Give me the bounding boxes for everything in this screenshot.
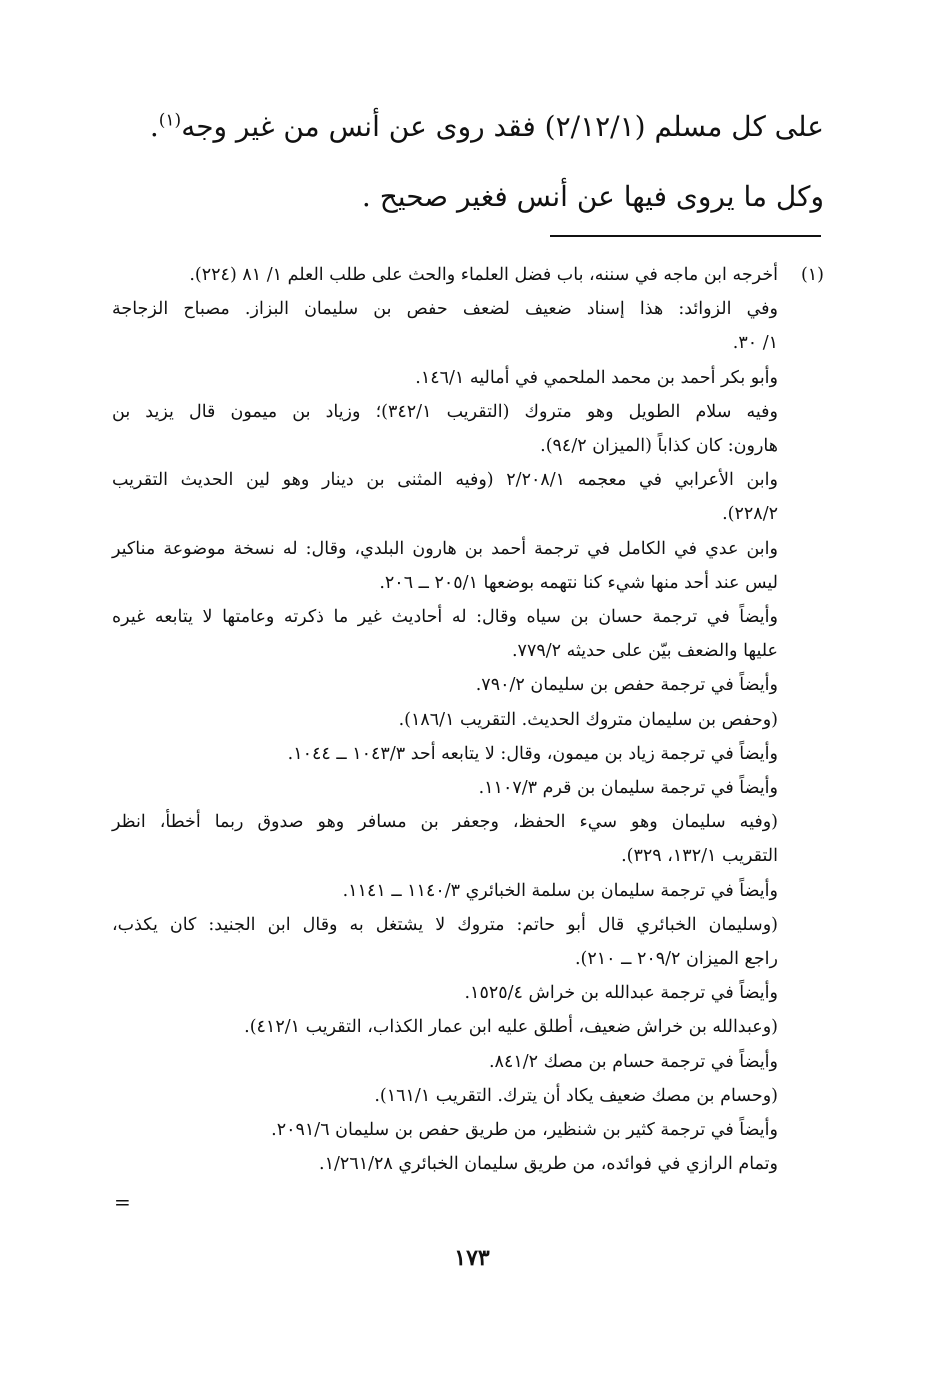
footnote-line: وأيضاً في ترجمة كثير بن شنظير، من طريق حفص بن سليمان ٢٠٩١/٦. <box>271 1120 778 1141</box>
main-line <box>110 92 824 162</box>
footnote-line: ٢٢٨/٢). <box>722 504 778 525</box>
footnote-line: وابن الأعرابي في معجمه ٢/٢٠٨/١ (وفيه المثنى بن دينار وهو لين الحديث التقريب <box>112 470 778 491</box>
footnote-line: وابن عدي في الكامل في ترجمة أحمد بن هارون البلدي، وقال: له نسخة موضوعة مناكير <box>112 538 778 559</box>
footnote-line: (وحفص بن سليمان متروك الحديث. التقريب ١٨٦/١). <box>398 709 778 730</box>
footnote-line: وأبو بكر أحمد بن محمد الملحمي في أماليه ١٤٦/١. <box>415 367 778 388</box>
page-number: ١٧٣ <box>454 1245 490 1271</box>
footnote-line: ١/ ٣٠. <box>732 333 778 354</box>
footnote-separator <box>550 235 821 237</box>
footnote-reference: (١) <box>158 110 182 131</box>
footnote-line: وأيضاً في ترجمة حسان بن سياه وقال: له أحاديث غير ما ذكرته وعامتها لا يتابعه غيره <box>112 607 778 628</box>
footnote-line: عليها والضعف بيّن على حديثه ٧٧٩/٢. <box>511 641 778 662</box>
footnote-line: وفي الزوائد: هذا إسناد ضعيف لضعف حفص بن سليمان البزاز. مصباح الزجاجة <box>112 299 778 320</box>
footnote-line: وأيضاً في ترجمة حسام بن مصك ٨٤١/٢. <box>488 1051 778 1072</box>
footnote-line: (وفيه سليمان وهو سيء الحفظ، وجعفر بن مسافر وهو صدوق ربما أخطأ، انظر <box>112 812 778 833</box>
main-line-text: على كل مسلم (٢/١٢/١) فقد روى عن أنس من غير وجه <box>181 110 824 143</box>
footnote-line: وأيضاً في ترجمة سليمان بن سلمة الخبائري ١١٤٠/٣ ــ ١١٤١. <box>342 880 778 901</box>
main-text <box>110 92 824 232</box>
footnote-line: راجع الميزان ٢٠٩/٢ ــ ٢١٠). <box>574 949 778 970</box>
footnote-line: (وسليمان الخبائري قال أبو حاتم: متروك لا يشتغل به وقال ابن الجنيد: كان يكذب، <box>112 914 778 935</box>
footnote-number: (١) <box>800 265 824 285</box>
main-line-end: . <box>149 110 159 143</box>
footnote-line: ليس عند أحد منها شيء كنا نتهمه بوضعها ٢٠٥/١ ــ ٢٠٦. <box>379 572 778 593</box>
footnote-line: التقريب ١٣٢/١، ٣٢٩). <box>621 846 778 867</box>
footnote-line: وأيضاً في ترجمة سليمان بن قرم ١١٠٧/٣. <box>478 778 778 799</box>
footnote-line: وفيه سلام الطويل وهو متروك (التقريب ٣٤٢/١)؛ وزياد بن ميمون قال يزيد بن <box>112 401 778 422</box>
footnote-line: وأيضاً في ترجمة حفص بن سليمان ٧٩٠/٢. <box>475 675 778 696</box>
footnote-line: وتمام الرازي في فوائده، من طريق سليمان الخبائري ١/٢٦١/٢٨. <box>319 1154 778 1175</box>
continuation-mark: = <box>114 1190 131 1214</box>
footnote-line: أخرجه ابن ماجه في سننه، باب فضل العلماء والحث على طلب العلم ١/ ٨١ (٢٢٤). <box>189 265 778 285</box>
footnote-line: هارون: كان كذاباً (الميزان ٩٤/٢). <box>540 436 778 457</box>
main-line: وكل ما يروى فيها عن أنس فغير صحيح . <box>361 180 824 213</box>
footnote-line: (وعبدالله بن خراش ضعيف، أطلق عليه ابن عمار الكذاب، التقريب ٤١٢/١). <box>244 1017 778 1038</box>
footnote-line: وأيضاً في ترجمة زياد بن ميمون، وقال: لا يتابعه أحد ١٠٤٣/٣ ــ ١٠٤٤. <box>287 743 778 764</box>
footnote-line: وأيضاً في ترجمة عبدالله بن خراش ١٥٢٥/٤. <box>464 983 778 1004</box>
footnotes <box>112 258 824 1181</box>
footnote-line: (وحسام بن مصك ضعيف يكاد أن يترك. التقريب ١٦١/١). <box>374 1085 778 1106</box>
